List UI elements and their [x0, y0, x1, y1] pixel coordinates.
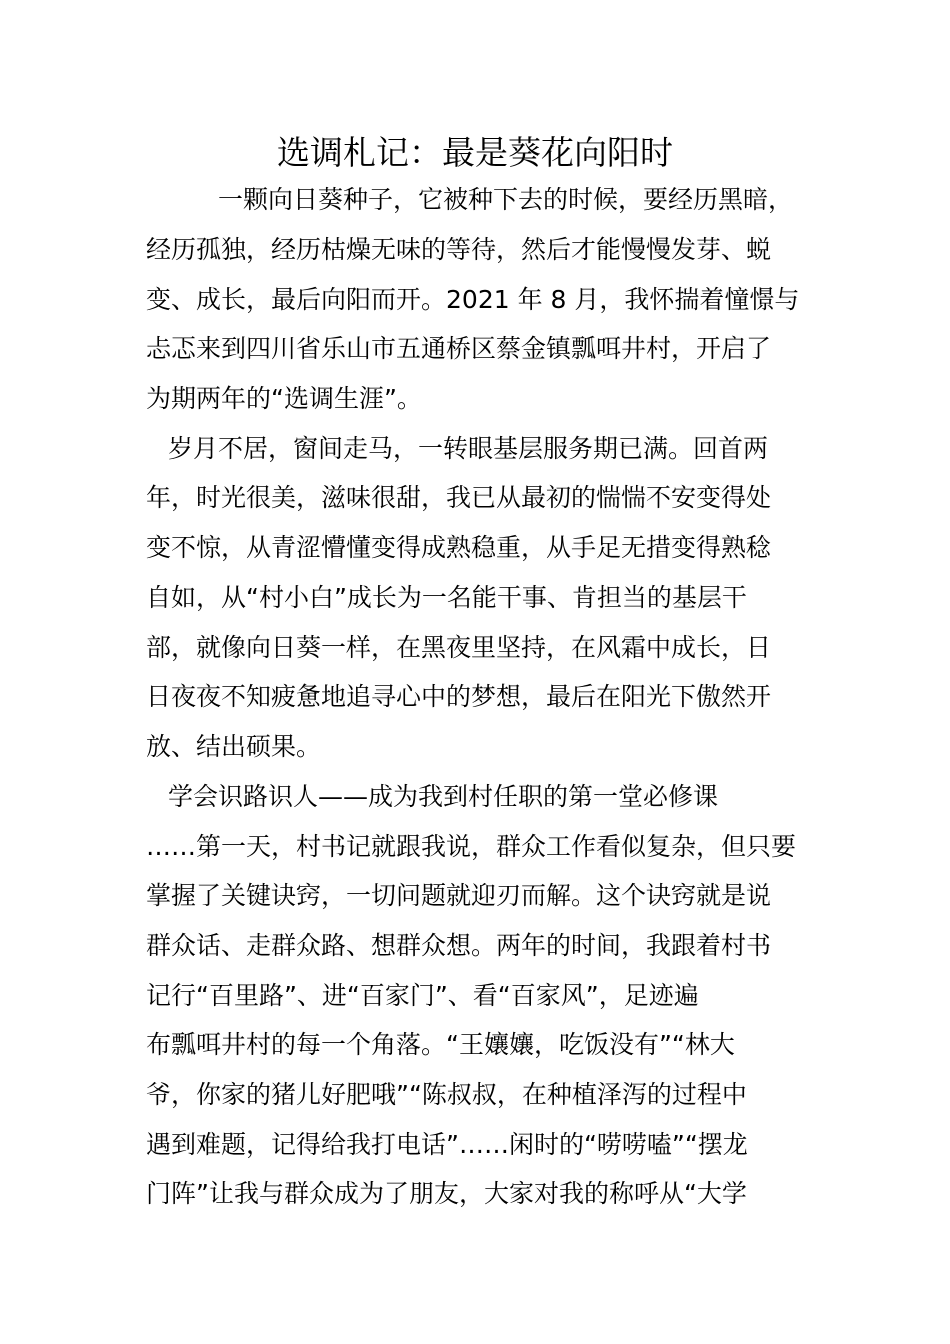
text-line: 年，时光很美，滋味很甜，我已从最初的惴惴不安变得处 [146, 483, 772, 512]
text-line: 部，就像向日葵一样，在黑夜里坚持，在风霜中成长，日 [146, 633, 772, 662]
text-line: 为期两年的“选调生涯”。 [146, 384, 422, 413]
document-title: 选调札记：最是葵花向阳时 [277, 133, 673, 172]
text-line: 日夜夜不知疲惫地追寻心中的梦想，最后在阳光下傲然开 [146, 682, 772, 711]
section-heading: 学会识路识人——成为我到村任职的第一堂必修课 [168, 782, 719, 811]
text-line: 自如，从“村小白”成长为一名能干事、肯担当的基层干 [146, 583, 747, 612]
text-line: 岁月不居，窗间走马，一转眼基层服务期已满。回首两 [168, 434, 769, 463]
text-line: 一颗向日葵种子，它被种下去的时候，要经历黑暗， [218, 185, 794, 214]
text-line: 经历孤独，经历枯燥无味的等待，然后才能慢慢发芽、蜕 [146, 235, 772, 264]
text-line: 掌握了关键诀窍，一切问题就迎刃而解。这个诀窍就是说 [146, 881, 772, 910]
text-line: 忐忑来到四川省乐山市五通桥区蔡金镇瓢咡井村，开启了 [146, 334, 772, 363]
text-line: 变、成长，最后向阳而开。2021 年 8 月，我怀揣着憧憬与 [146, 285, 800, 314]
text-line: 门阵”让我与群众成为了朋友，大家对我的称呼从“大学 [146, 1179, 747, 1208]
text-line: 记行“百里路”、进“百家门”、看“百家风”，足迹遍 [146, 981, 699, 1010]
text-line: 群众话、走群众路、想群众想。两年的时间，我跟着村书 [146, 931, 772, 960]
text-line: 变不惊，从青涩懵懂变得成熟稳重，从手足无措变得熟稔 [146, 533, 772, 562]
text-line: 放、结出硕果。 [146, 732, 322, 761]
text-line: 爷，你家的猪儿好肥哦”“陈叔叔，在种植泽泻的过程中 [146, 1080, 747, 1109]
text-line: 布瓢咡井村的每一个角落。“王孃孃，吃饭没有”“林大 [146, 1030, 735, 1059]
text-line: 遇到难题，记得给我打电话”……闲时的“唠唠嗑”“摆龙 [146, 1130, 748, 1159]
text-line: ……第一天，村书记就跟我说，群众工作看似复杂，但只要 [146, 832, 797, 861]
